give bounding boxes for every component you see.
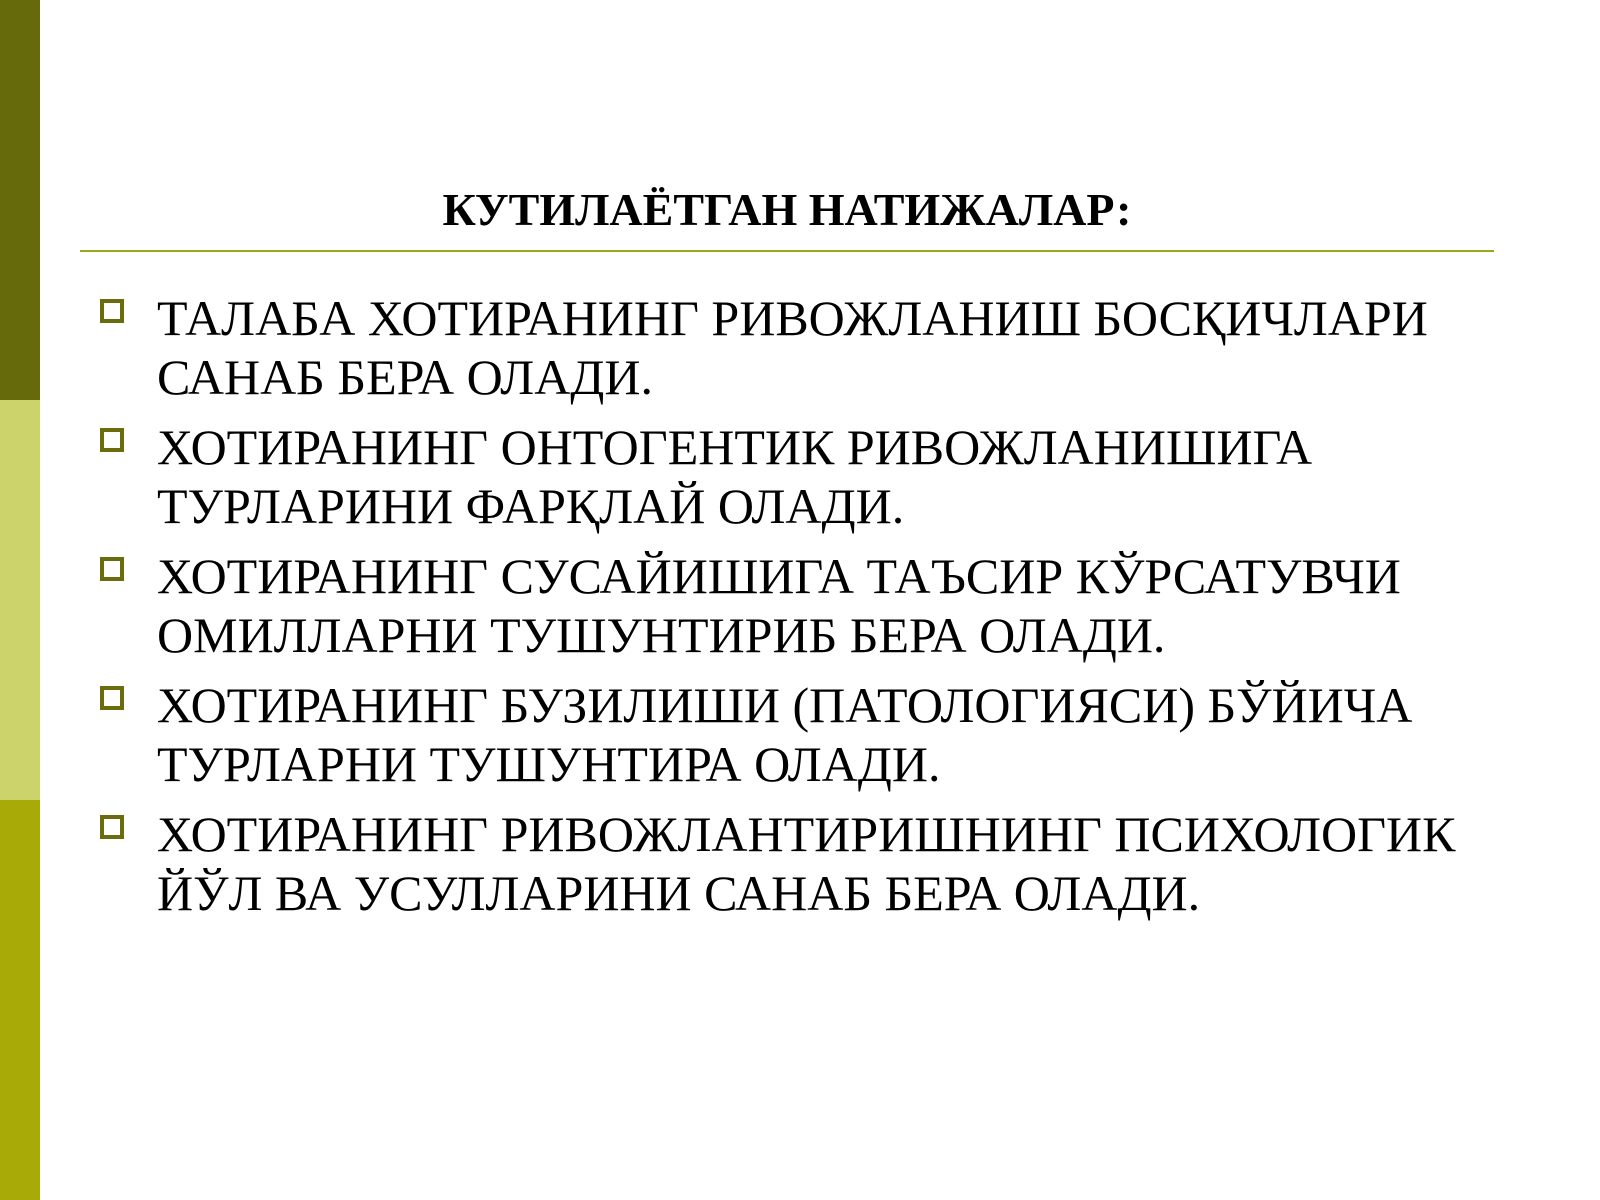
bullet-item	[98, 289, 1498, 407]
sidebar-stripe-middle	[0, 400, 40, 800]
bullet-text: ХОТИРАНИНГ РИВОЖЛАНТИРИШНИНГ ПСИХОЛОГИК ЙЎЛ ВА УСУЛЛАРИНИ САНАБ БЕРА ОЛАДИ.	[157, 806, 1456, 921]
bullet-list	[98, 289, 1498, 934]
square-bullet-icon	[100, 428, 124, 452]
title-underline	[80, 250, 1494, 252]
bullet-text: ХОТИРАНИНГ ОНТОГЕНТИК РИВОЖЛАНИШИГА ТУРЛАРИНИ ФАРҚЛАЙ ОЛАДИ.	[157, 419, 1313, 534]
square-bullet-icon	[100, 815, 124, 839]
bullet-item	[98, 805, 1498, 923]
square-bullet-icon	[100, 557, 124, 581]
slide-title: КУТИЛАЁТГАН НАТИЖАЛАР:	[442, 184, 1132, 235]
sidebar-stripe-top	[0, 0, 40, 400]
bullet-text: ТАЛАБА ХОТИРАНИНГ РИВОЖЛАНИШ БОСҚИЧЛАРИ САНАБ БЕРА ОЛАДИ.	[157, 290, 1428, 405]
sidebar-stripe-bottom	[0, 800, 40, 1200]
square-bullet-icon	[100, 686, 124, 710]
bullet-text: ХОТИРАНИНГ СУСАЙИШИГА ТАЪСИР КЎРСАТУВЧИ ОМИЛЛАРНИ ТУШУНТИРИБ БЕРА ОЛАДИ.	[157, 548, 1401, 663]
bullet-item	[98, 418, 1498, 536]
bullet-text: ХОТИРАНИНГ БУЗИЛИШИ (ПАТОЛОГИЯСИ) БЎЙИЧА ТУРЛАРНИ ТУШУНТИРА ОЛАДИ.	[157, 677, 1413, 792]
bullet-item	[98, 676, 1498, 794]
square-bullet-icon	[100, 299, 124, 323]
bullet-item	[98, 547, 1498, 665]
